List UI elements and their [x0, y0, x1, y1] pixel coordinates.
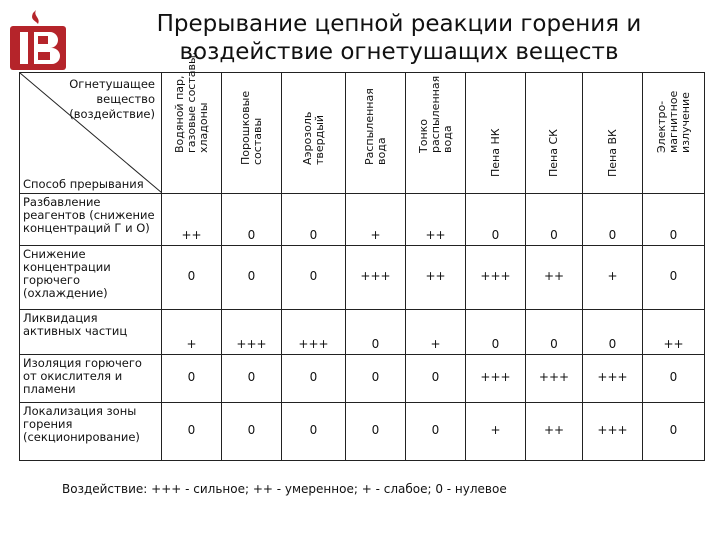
table-row	[20, 246, 705, 310]
table-cell: +	[466, 403, 526, 461]
table-cell: +++	[466, 355, 526, 403]
table-cell: 0	[346, 310, 406, 355]
table-cell: 0	[643, 246, 705, 310]
table-cell: +	[583, 246, 643, 310]
column-header: Пена СК	[526, 73, 583, 194]
table-cell: +	[406, 310, 466, 355]
table-cell: 0	[346, 355, 406, 403]
table-cell: 0	[222, 194, 282, 246]
table-cell: +++	[222, 310, 282, 355]
table-cell: ++	[406, 246, 466, 310]
logo-emblem-icon	[6, 8, 70, 74]
column-header: Пена ВК	[583, 73, 643, 194]
row-label: Локализация зоны горения (секционирование)	[20, 403, 162, 461]
table-cell: +++	[466, 246, 526, 310]
table-cell: ++	[526, 246, 583, 310]
table-cell: 0	[222, 246, 282, 310]
table-cell: 0	[583, 310, 643, 355]
column-header: Электро-магнитное излучение	[643, 73, 705, 194]
table-cell: 0	[583, 194, 643, 246]
table-row	[20, 194, 705, 246]
column-header: Тонко распыленная вода	[406, 73, 466, 194]
table-cell: 0	[526, 194, 583, 246]
table-cell: 0	[282, 355, 346, 403]
table-cell: ++	[526, 403, 583, 461]
column-header: Водяной пар, газовые составы, хладоны	[162, 73, 222, 194]
column-header: Порошковые составы	[222, 73, 282, 194]
table-cell: 0	[643, 355, 705, 403]
column-header: Аэрозоль твердый	[282, 73, 346, 194]
table-row	[20, 403, 705, 461]
page-title: Прерывание цепной реакции горения и воздействие огнетушащих веществ	[156, 11, 642, 65]
table-row	[20, 355, 705, 403]
table-cell: 0	[466, 194, 526, 246]
table-cell: 0	[162, 403, 222, 461]
legend-text: Воздействие: +++ - сильное; ++ - умеренное; + - слабое; 0 - нулевое	[62, 482, 507, 496]
table-cell: 0	[466, 310, 526, 355]
table-cell: ++	[406, 194, 466, 246]
table-cell: 0	[406, 355, 466, 403]
table-cell: 0	[282, 403, 346, 461]
table-cell: +++	[346, 246, 406, 310]
row-label: Разбавление реагентов (снижение концентраций Г и О)	[20, 194, 162, 246]
table-cell: 0	[162, 355, 222, 403]
corner-header-cell	[20, 73, 162, 194]
table-cell: ++	[162, 194, 222, 246]
column-header: Распыленная вода	[346, 73, 406, 194]
table-cell: +++	[282, 310, 346, 355]
column-header: Пена НК	[466, 73, 526, 194]
table-cell: 0	[282, 194, 346, 246]
extinguishing-table	[19, 51, 705, 461]
table-cell: +++	[583, 355, 643, 403]
table-cell: 0	[222, 403, 282, 461]
logo	[6, 8, 70, 74]
table-cell: 0	[346, 403, 406, 461]
table-cell: +++	[583, 403, 643, 461]
method-axis-label: Способ прерывания	[23, 177, 144, 191]
table-cell: +++	[526, 355, 583, 403]
agent-axis-label: Огнетушащее вещество (воздействие)	[69, 77, 155, 121]
table-cell: 0	[222, 355, 282, 403]
row-label: Изоляция горючего от окислителя и пламени	[20, 355, 162, 403]
table-cell: +	[346, 194, 406, 246]
row-label: Ликвидация активных частиц	[20, 310, 162, 355]
table-cell: 0	[282, 246, 346, 310]
header-row	[20, 73, 705, 194]
table-row	[20, 310, 705, 355]
table-cell: 0	[643, 194, 705, 246]
row-label: Снижение концентрации горючего (охлаждение)	[20, 246, 162, 310]
table-cell: ++	[643, 310, 705, 355]
table-cell: 0	[406, 403, 466, 461]
table-cell: 0	[526, 310, 583, 355]
table-cell: +	[162, 310, 222, 355]
table-cell: 0	[643, 403, 705, 461]
table-cell: 0	[162, 246, 222, 310]
